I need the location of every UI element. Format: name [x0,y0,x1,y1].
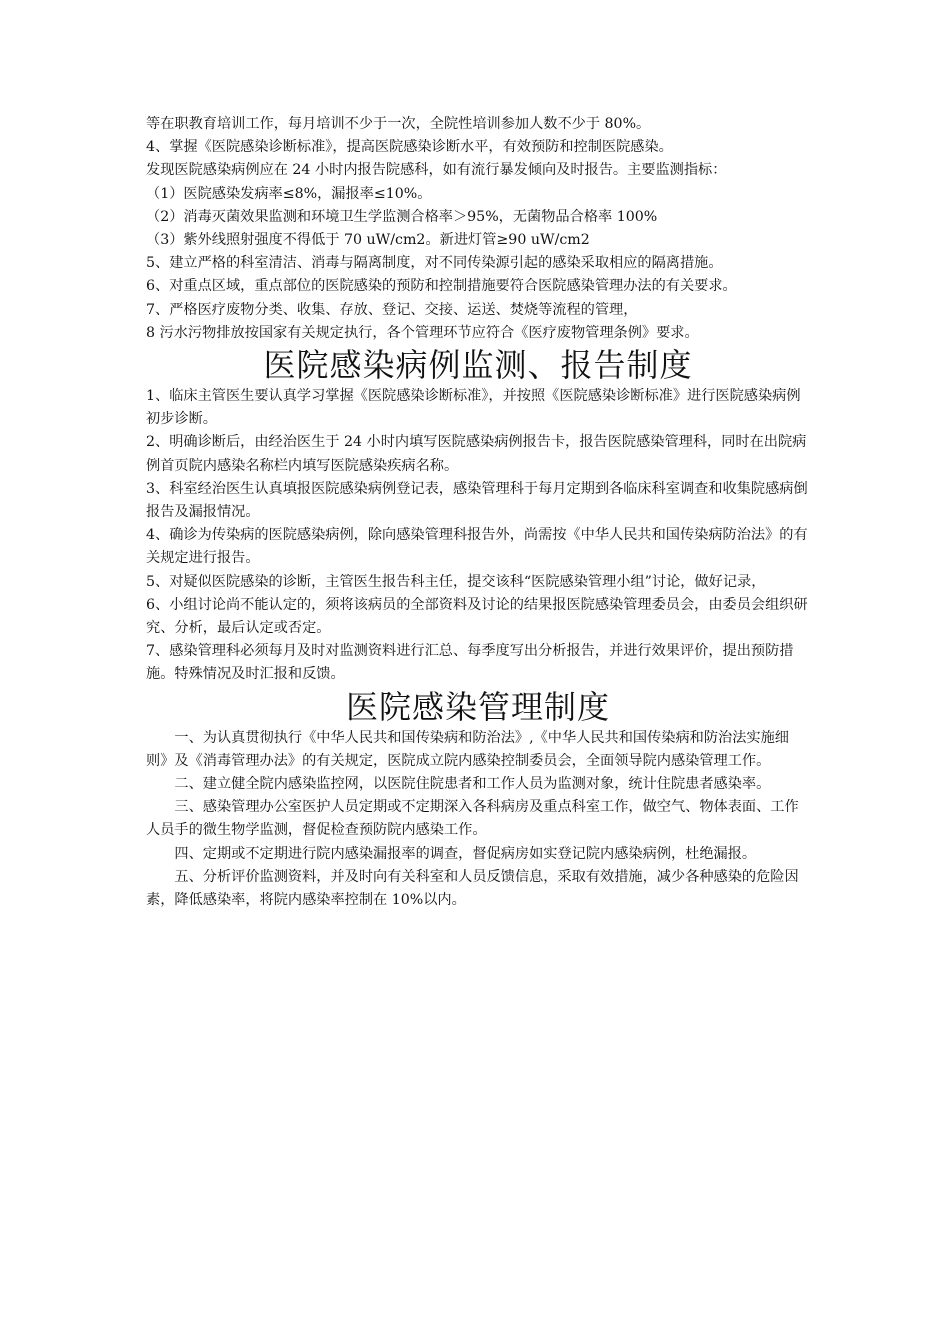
paragraph: 6、对重点区域，重点部位的医院感染的预防和控制措施要符合医院感染管理办法的有关要求。 [146,278,737,295]
section-case-monitoring-body [146,385,810,687]
paragraph: 4、确诊为传染病的医院感染病例，除向感染管理科报告外，尚需按《中华人民共和国传染病防治法》的有关规定进行报告。 [146,527,808,567]
paragraph: 5、建立严格的科室清洁、消毒与隔离制度，对不同传染源引起的感染采取相应的隔离措施。 [146,255,723,272]
paragraph: 发现医院感染病例应在 24 小时内报告院感科，如有流行暴发倾向及时报告。主要监测指标： [146,162,727,179]
paragraph: 2、明确诊断后，由经治医生于 24 小时内填写医院感染病例报告卡，报告医院感染管理科，同时在出院病例首页院内感染名称栏内填写医院感染疾病名称。 [146,434,807,474]
paragraph: 1、临床主管医生要认真学习掌握《医院感染诊断标准》，并按照《医院感染诊断标准》进行医院感染病例初步诊断。 [146,388,801,428]
paragraph: （2）消毒灭菌效果监测和环境卫生学监测合格率＞95%，无菌物品合格率 100% [146,208,658,225]
paragraph: 6、小组讨论尚不能认定的，须将该病员的全部资料及讨论的结果报医院感染管理委员会，由委员会组织研究、分析，最后认定或否定。 [146,596,808,637]
section-infection-management-body [146,727,810,913]
paragraph: 7、感染管理科必须每月及时对监测资料进行汇总、每季度写出分析报告，并进行效果评价，提出预防措施。特殊情况及时汇报和反馈。 [146,643,794,683]
paragraph: 等在职教育培训工作，每月培训不少于一次，全院性培训参加人数不少于 80%。 [146,116,651,132]
section-title-infection-management: 医院感染管理制度 [345,687,610,726]
paragraph: 3、科室经治医生认真填报医院感染病例登记表，感染管理科于每月定期到各临床科室调查和收集院感病倒报告及漏报情况。 [146,480,808,521]
continuation-text [146,113,810,345]
paragraph: 5、对疑似医院感染的诊断，主管医生报告科主任，提交该科“医院感染管理小组”讨论，做好记录， [146,573,766,590]
paragraph: （1）医院感染发病率≤8%，漏报率≤10%。 [146,185,432,202]
paragraph: 三、感染管理办公室医护人员定期或不定期深入各科病房及重点科室工作，做空气、物体表面、工作人员手的微生物学监测，督促检查预防院内感染工作。 [146,799,799,839]
paragraph: 一、为认真贯彻执行《中华人民共和国传染病和防治法》,《中华人民共和国传染病和防治法实施细则》及《消毒管理办法》的有关规定，医院成立院内感染控制委员会，全面领导院内感染管理工作。 [146,729,789,769]
paragraph: 二、建立健全院内感染监控网，以医院住院患者和工作人员为监测对象，统计住院患者感染率。 [174,776,771,793]
section-title-case-monitoring: 医院感染病例监测、报告制度 [263,346,693,385]
paragraph: 四、定期或不定期进行院内感染漏报率的调查，督促病房如实登记院内感染病例，杜绝漏报。 [174,845,757,862]
paragraph: 8 污水污物排放按国家有关规定执行，各个管理环节应符合《医疗废物管理条例》要求。 [146,324,699,341]
document-page [146,113,810,912]
paragraph: 五、分析评价监测资料，并及时向有关科室和人员反馈信息，采取有效措施，减少各种感染的危险因素，降低感染率，将院内感染率控制在 10%以内。 [146,868,799,909]
paragraph: 4、掌握《医院感染诊断标准》，提高医院感染诊断水平，有效预防和控制医院感染。 [146,139,673,156]
paragraph: （3）紫外线照射强度不得低于 70 uW/cm2。新进灯管≥90 uW/cm2 [146,232,590,249]
paragraph: 7、严格医疗废物分类、收集、存放、登记、交接、运送、焚烧等流程的管理， [146,301,638,318]
